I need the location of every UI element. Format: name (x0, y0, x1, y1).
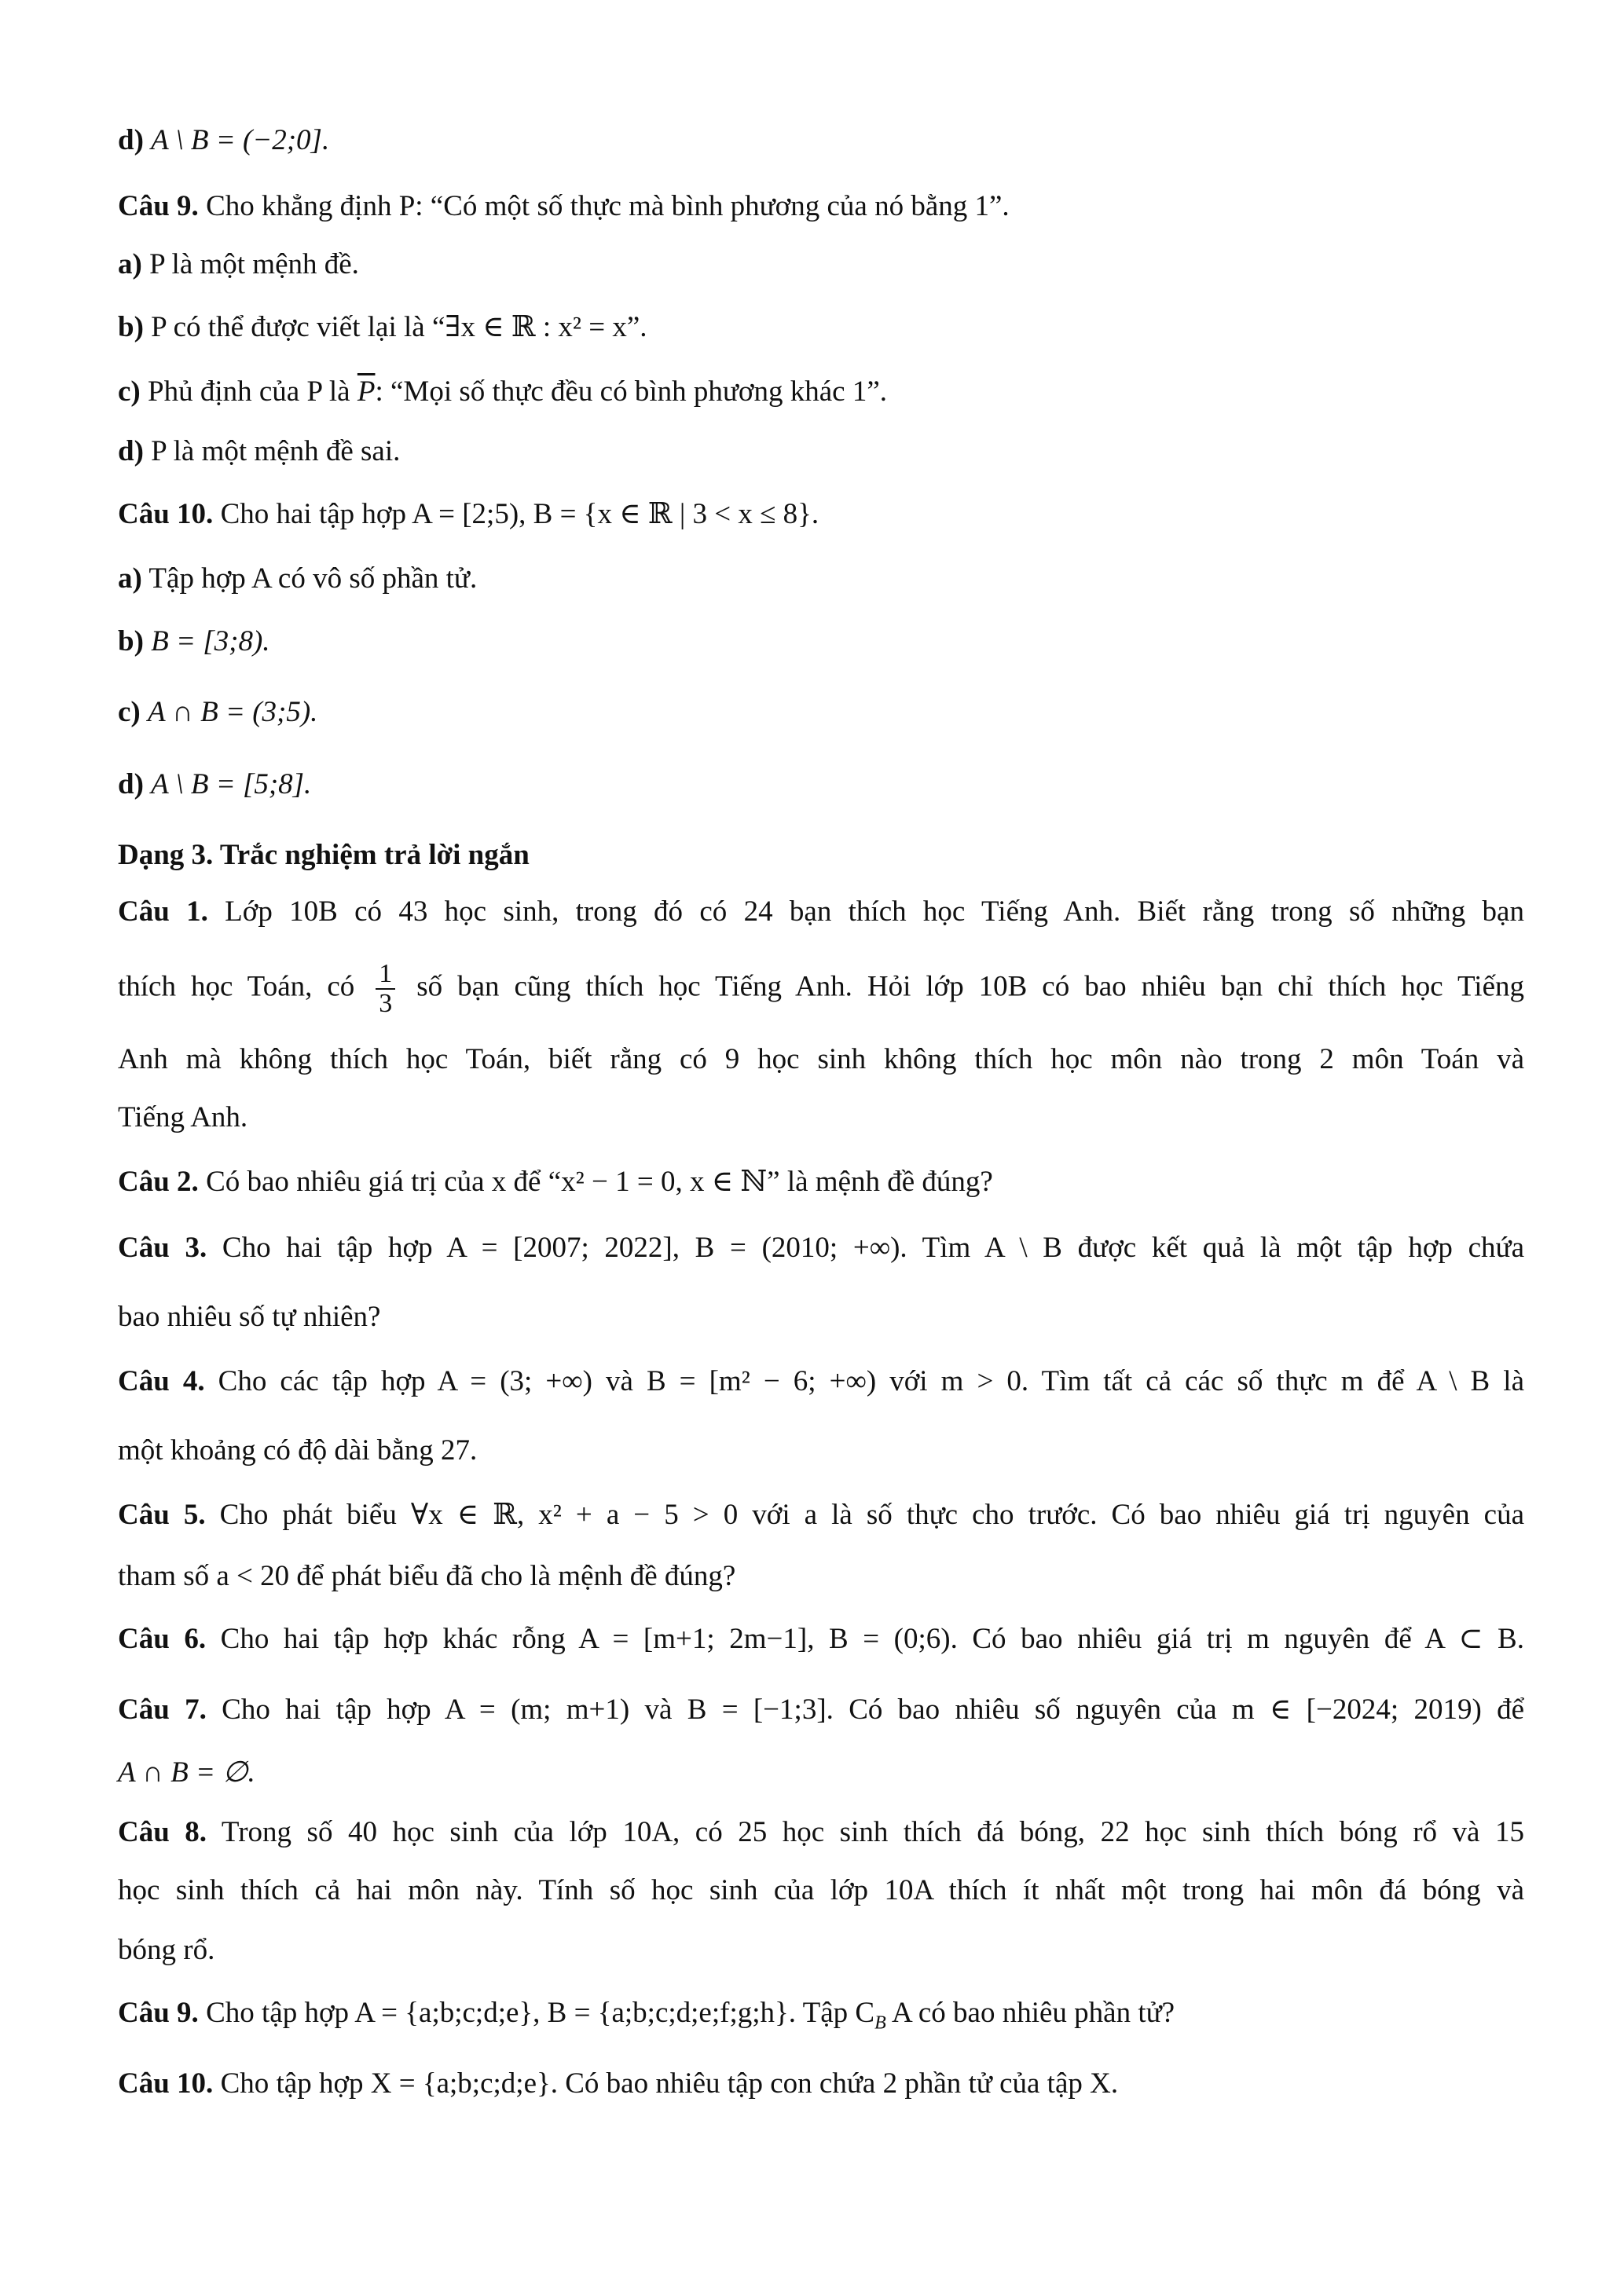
item-label: d) (118, 124, 144, 156)
short-question-8-line3 (118, 1932, 1524, 1968)
item-label: b) (118, 625, 144, 657)
item-math: A \ B = (−2;0]. (151, 124, 330, 156)
question-label: Câu 6. (118, 1623, 207, 1655)
short-question-3-line2 (118, 1299, 1524, 1335)
question-text-line2: học sinh thích cả hai môn này. Tính số học sinh của lớp 10A thích ít nhất một trong hai môn đá bóng và (118, 1874, 1524, 1906)
short-question-4-line2 (118, 1433, 1524, 1469)
item-text: A ∩ B = (3;5). (148, 696, 318, 728)
item-label: c) (118, 696, 141, 728)
short-question-1 (118, 894, 1524, 930)
fraction (376, 960, 395, 1018)
question-label: Câu 9. (118, 190, 199, 222)
short-question-8-line2 (118, 1873, 1524, 1909)
item-text: Tập hợp A có vô số phần tử. (148, 562, 478, 595)
short-question-9 (118, 1995, 1524, 2041)
short-question-5 (118, 1497, 1524, 1533)
question-text: Có bao nhiêu giá trị của x để “x² − 1 = 0, x ∈ ℕ” là mệnh đề đúng? (206, 1166, 993, 1198)
question-text-line1: Lớp 10B có 43 học sinh, trong đó có 24 bạn thích học Tiếng Anh. Biết rằng trong số những bạn (225, 895, 1524, 928)
question-text: Cho hai tập hợp A = [2;5), B = {x ∈ ℝ | 3 < x ≤ 8}. (220, 498, 819, 530)
item-text-pre: Phủ định của P là (148, 375, 357, 408)
question-label: Câu 5. (118, 1499, 206, 1531)
item-label: b) (118, 311, 144, 343)
question-text-line3: Anh mà không thích học Toán, biết rằng có 9 học sinh không thích học môn nào trong 2 môn Toán và (118, 1043, 1524, 1075)
item-label: c) (118, 375, 141, 408)
short-question-1-line2 (118, 960, 1524, 1018)
item-text: P là một mệnh đề. (149, 248, 359, 280)
item-label: a) (118, 562, 142, 595)
q10-item-b (118, 624, 1524, 660)
question-label: Câu 4. (118, 1365, 205, 1397)
question-9 (118, 189, 1524, 225)
item-label: d) (118, 435, 144, 467)
question-text-line2: bao nhiêu số tự nhiên? (118, 1301, 381, 1333)
item-text: P là một mệnh đề sai. (151, 435, 401, 467)
question-label: Câu 1. (118, 895, 208, 928)
question-label: Câu 2. (118, 1166, 199, 1198)
question-label: Câu 9. (118, 1997, 199, 2029)
question-label: Câu 10. (118, 2067, 214, 2100)
fraction-numerator: 1 (376, 960, 395, 990)
question-text-line1: Cho hai tập hợp A = [2007; 2022], B = (2010; +∞). Tìm A \ B được kết quả là một tập hợp chứa (222, 1232, 1524, 1264)
prev-item-d (118, 123, 1524, 159)
q10-item-d (118, 767, 1524, 803)
question-text-line2-pre: thích học Toán, có (118, 970, 355, 1003)
question-text-line1: Cho hai tập hợp A = (m; m+1) và B = [−1;3]. Có bao nhiêu số nguyên của m ∈ [−2024; 2019) để (222, 1694, 1524, 1726)
question-text: Cho hai tập hợp khác rỗng A = [m+1; 2m−1], B = (0;6). Có bao nhiêu giá trị m nguyên để A ⊂ B. (220, 1623, 1524, 1655)
question-text-line3: bóng rổ. (118, 1934, 215, 1966)
item-text-post: : “Mọi số thực đều có bình phương khác 1”. (375, 375, 888, 408)
complement-subscript: B (874, 2012, 886, 2034)
question-text-line1: Trong số 40 học sinh của lớp 10A, có 25 học sinh thích đá bóng, 22 học sinh thích bóng rổ và 15 (221, 1816, 1524, 1848)
short-question-5-line2 (118, 1558, 1524, 1595)
question-text-post: A có bao nhiêu phần tử? (891, 1997, 1175, 2029)
question-text-line2-post: số bạn cũng thích học Tiếng Anh. Hỏi lớp 10B có bao nhiêu bạn chỉ thích học Tiếng (416, 970, 1524, 1003)
q9-item-c (118, 374, 1524, 410)
section-heading (118, 837, 1524, 873)
short-question-8 (118, 1814, 1524, 1851)
question-text-line1: Cho phát biểu ∀x ∈ ℝ, x² + a − 5 > 0 với a là số thực cho trước. Có bao nhiêu giá trị nguyên của (219, 1499, 1525, 1531)
short-question-10 (118, 2066, 1524, 2102)
question-label: Câu 7. (118, 1694, 207, 1726)
fraction-denominator: 3 (379, 989, 393, 1018)
short-question-1-line3 (118, 1042, 1524, 1078)
question-text: Cho tập hợp X = {a;b;c;d;e}. Có bao nhiêu tập con chứa 2 phần tử của tập X. (220, 2067, 1119, 2100)
short-question-2 (118, 1164, 1524, 1200)
q9-item-b (118, 309, 1524, 346)
item-label: d) (118, 768, 144, 800)
q10-item-c (118, 694, 1524, 731)
short-question-1-line4 (118, 1100, 1524, 1136)
short-question-7-line2 (118, 1755, 1524, 1791)
question-text-line2: tham số a < 20 để phát biểu đã cho là mệnh đề đúng? (118, 1560, 736, 1592)
question-label: Câu 3. (118, 1232, 207, 1264)
question-10 (118, 496, 1524, 533)
question-label: Câu 8. (118, 1816, 207, 1848)
q9-item-d (118, 434, 1524, 470)
section-title: Dạng 3. Trắc nghiệm trả lời ngắn (118, 839, 530, 871)
short-question-4 (118, 1364, 1524, 1400)
question-text-line2: một khoảng có độ dài bằng 27. (118, 1434, 478, 1467)
item-text: P có thể được viết lại là “∃x ∈ ℝ : x² = x”. (151, 311, 647, 343)
question-label: Câu 10. (118, 498, 214, 530)
question-text: Cho khẳng định P: “Có một số thực mà bình phương của nó bằng 1”. (206, 190, 1010, 222)
question-text-line2: A ∩ B = ∅. (118, 1756, 255, 1789)
item-text: A \ B = [5;8]. (151, 768, 312, 800)
item-text: B = [3;8). (151, 625, 270, 657)
short-question-7 (118, 1692, 1524, 1728)
q10-item-a (118, 561, 1524, 597)
q9-item-a (118, 247, 1524, 283)
short-question-6 (118, 1621, 1524, 1657)
question-text-line4: Tiếng Anh. (118, 1101, 248, 1133)
question-text: Cho tập hợp A = {a;b;c;d;e}, B = {a;b;c;d;e;f;g;h}. Tập C (206, 1997, 875, 2029)
short-question-3 (118, 1230, 1524, 1266)
negation-symbol: $\overline{P}$ (357, 375, 376, 408)
item-label: a) (118, 248, 142, 280)
question-text-line1: Cho các tập hợp A = (3; +∞) và B = [m² − 6; +∞) với m > 0. Tìm tất cả các số thực m để A \ B là (218, 1365, 1524, 1397)
